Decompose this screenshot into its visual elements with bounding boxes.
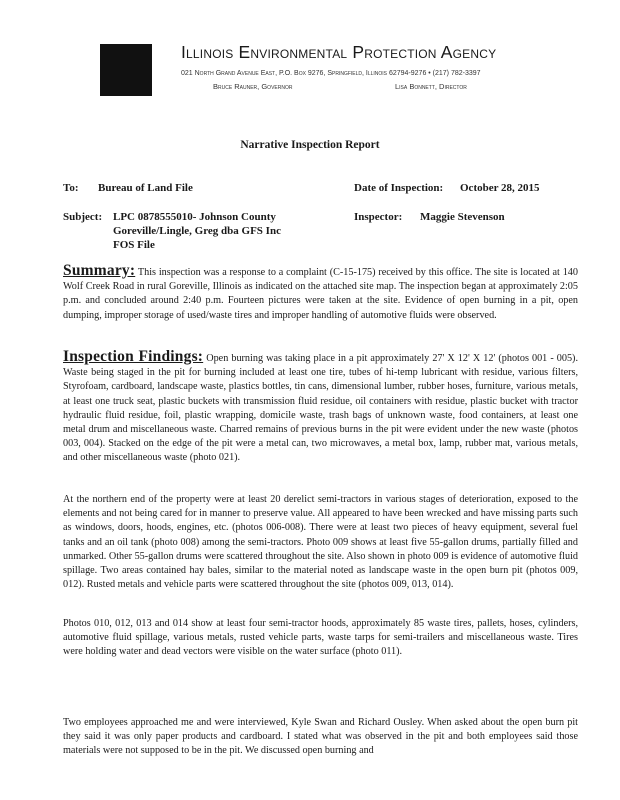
paragraph-4: Two employees approached me and were interviewed, Kyle Swan and Richard Ousley. When asked about the open burn pit they said it was only paper products and cardboard. I stated what was observed in the pit and both employees said those materials were not supposed to be in the pit. We discussed open burning and [63, 717, 578, 757]
agency-address: 021 North Grand Avenue East, P.O. Box 9276, Springfield, Illinois 62794-9276 • (217) 782-3397 [181, 70, 481, 77]
director-name: Lisa Bonnett, Director [395, 82, 467, 91]
agency-logo [100, 44, 152, 96]
agency-name: Illinois Environmental Protection Agency [181, 42, 497, 62]
paragraph-2: At the northern end of the property were at least 20 derelict semi-tractors in various stages of deterioration, exposed to the elements and not being cared for in manner to preserve value. All appeared to have been wrecked and have missing parts such as windows, doors, hoods, engines, etc. (photos 006-008). There were at least two pieces of heavy equipment, several fuel tanks and an oil tank (photo 008) among the semi-tractors. Photo 009 shows at least five 55-gallon drums, partially filled and unmarked. Other 55-gallon drums were scattered throughout the site. Also shown in photo 009 is evidence of automotive fluid spillage. Two areas contained hay bales, similar to the material noted as landscape waste in the open burn pit (photos 009, 012). Rusted metals and vehicle parts were scattered throughout the site (photos 009, 013, 014). [63, 494, 578, 591]
summary-paragraph [63, 264, 578, 323]
summary-heading: Summary: [63, 262, 136, 279]
governor-name: Bruce Rauner, Governor [213, 82, 293, 91]
date-label: Date of Inspection: [354, 182, 444, 194]
date-value: October 28, 2015 [460, 182, 540, 194]
subject-label: Subject: [63, 211, 103, 223]
to-label: To: [63, 182, 79, 194]
findings-text: Open burning was taking place in a pit approximately 27' X 12' X 12' (photos 001 - 005). Waste being staged in the pit for burning included at least one tire, tubes of hi-temp lubricant with residue, various filters, Styrofoam, cardboard, landscape waste, plastics bottles, tin cans, dimensional lumber, rubber hoses, furniture, various metals, at least one truck seat, plastic buckets with transmission fluid residue, oil containers with residue, plastic bucket with tractor hydraulic fluid residue, foil, plastic wrapping, domicile waste, trash bags of unknown waste, food containers, at least one metal drum and miscellaneous waste. Charred remains of previous burns in the pit were evident under the new waste (photos 003, 004). Stacked on the edge of the pit were a metal can, two microwaves, a metal box, lamp, rubber mat, various metals, and other miscellaneous waste (photo 021). [63, 353, 578, 464]
paragraph-3: Photos 010, 012, 013 and 014 show at least four semi-tractor hoods, approximately 85 waste tires, pallets, hoses, cylinders, automotive fluid spillage, various metals, rusted vehicle parts, waste tarps for semi-trailers and miscellaneous waste. Tires were holding water and dead vectors were visible on the water surface (photo 011). [63, 618, 578, 658]
findings-heading: Inspection Findings: [63, 348, 204, 365]
inspector-label: Inspector: [354, 211, 403, 223]
inspector-value: Maggie Stevenson [420, 211, 505, 223]
subject-line-2: Goreville/Lingle, Greg dba GFS Inc [113, 225, 281, 237]
to-value: Bureau of Land File [98, 182, 193, 194]
findings-paragraph [63, 350, 578, 466]
subject-line-1: LPC 0878555010- Johnson County [113, 211, 276, 223]
summary-text: This inspection was a response to a complaint (C-15-175) received by this office. The site is located at 140 Wolf Creek Road in rural Goreville, Illinois as indicated on the attached site map. The inspection began at approximately 2:05 p.m. and concluded around 2:40 p.m. Fourteen pictures were taken at the site. Evidence of open burning in a pit, open dumping, improper storage of used/waste tires and improper handling of automotive fluids were observed. [63, 267, 578, 321]
subject-line-3: FOS File [113, 239, 155, 251]
report-title: Narrative Inspection Report [240, 139, 380, 151]
